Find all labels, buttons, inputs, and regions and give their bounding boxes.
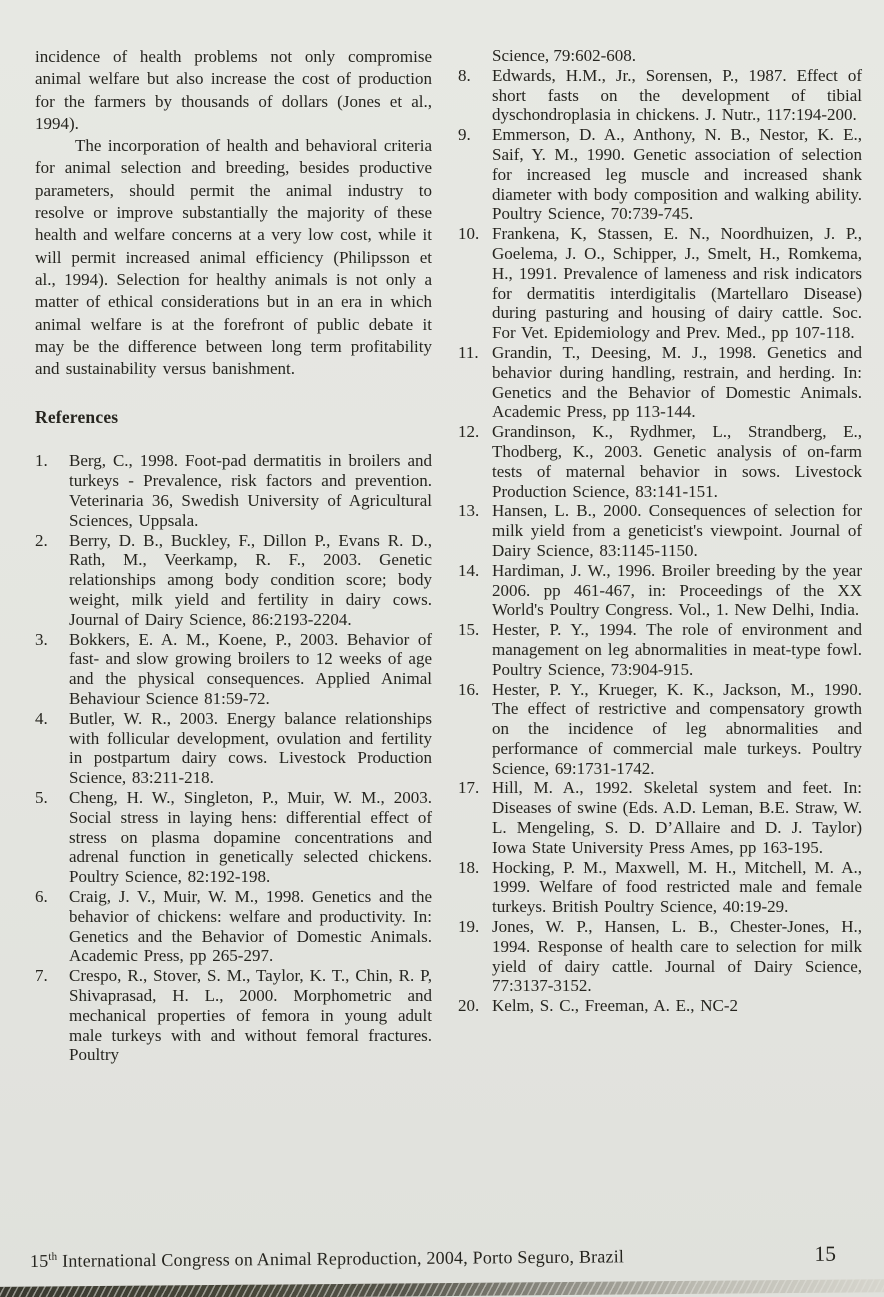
footer-citation <box>30 1246 624 1272</box>
reference-text: Berry, D. B., Buckley, F., Dillon P., Evans R. D., Rath, M., Veerkamp, R. F., 2003. Genetic relationships among body condition score; body weight, milk yield and fertility in dairy cows. Journal of Dairy Science, 86:2193-2204. <box>69 530 432 629</box>
reference-item <box>458 66 862 125</box>
reference-number: 17. <box>458 778 480 798</box>
reference-number: 4. <box>35 708 48 728</box>
reference-item <box>458 996 862 1016</box>
reference-item <box>458 620 862 679</box>
reference-text: Hocking, P. M., Maxwell, M. H., Mitchell, M. A., 1999. Welfare of food restricted male and female turkeys. British Poultry Science, 40:19-29. <box>492 857 862 917</box>
reference-item <box>35 709 432 788</box>
reference-number: 12. <box>458 422 480 442</box>
reference-number: 9. <box>458 125 471 145</box>
reference-item <box>35 531 432 630</box>
reference-number: 8. <box>458 65 471 85</box>
reference-text: Kelm, S. C., Freeman, A. E., NC-2 <box>492 996 739 1016</box>
reference-text: Bokkers, E. A. M., Koene, P., 2003. Behavior of fast- and slow growing broilers to 12 weeks of age and the physical consequences. Applied Animal Behaviour Science 81:59-72. <box>69 629 432 709</box>
reference-item <box>35 630 432 709</box>
reference-number: 13. <box>458 501 480 521</box>
reference-number: 14. <box>458 560 480 580</box>
reference-number: 7. <box>35 966 48 986</box>
reference-number: 1. <box>35 451 48 471</box>
reference-text: Grandin, T., Deesing, M. J., 1998. Genetics and behavior during handling, restrain, and herding. In: Genetics and the Behavior of Domestic Animals. Academic Press, pp 113-144. <box>492 342 862 422</box>
reference-item <box>35 966 432 1065</box>
reference-text: Berg, C., 1998. Foot-pad dermatitis in broilers and turkeys - Prevalence, risk factors and prevention. Veterinaria 36, Swedish University of Agricultural Sciences, Uppsala. <box>69 451 432 530</box>
reference-number: 5. <box>35 788 48 807</box>
congress-text: International Congress on Animal Reproduction, 2004, Porto Seguro, Brazil <box>57 1246 625 1271</box>
reference-text: Butler, W. R., 2003. Energy balance relationships with follicular development, ovulation and fertility in postpartum dairy cows. Livestock Production Science, 83:211-218. <box>69 708 432 788</box>
reference-item <box>458 422 862 501</box>
reference-item <box>458 680 862 779</box>
page-footer <box>30 1242 836 1273</box>
reference-number: 16. <box>458 679 480 699</box>
body-paragraph: incidence of health problems not only compromise animal welfare but also increase the cost of production for the farmers by thousands of dollars (Jones et al., 1994). <box>35 47 432 133</box>
reference-number: 2. <box>35 530 48 550</box>
reference-number: 15. <box>458 620 480 640</box>
reference-number: 20. <box>458 996 480 1016</box>
reference-number: 11. <box>458 342 479 362</box>
reference-text: Crespo, R., Stover, S. M., Taylor, K. T., Chin, R. P, Shivaprasad, H. L., 2000. Morphometric and mechanical properties of femora in young adult male turkeys with and without femoral fractures. Poultry <box>69 966 432 1065</box>
reference-number: 18. <box>458 857 480 877</box>
reference-item <box>35 788 432 887</box>
reference-item <box>458 125 862 224</box>
reference-text: Hester, P. Y., 1994. The role of environment and management on leg abnormalities in meat-type fowl. Poultry Science, 73:904-915. <box>492 620 862 679</box>
reference-text: Hester, P. Y., Krueger, K. K., Jackson, M., 1990. The effect of restrictive and compensatory growth on the incidence of leg abnormalities and performance of commercial male turkeys. Poultry Science, 69:1731-1742. <box>492 679 862 778</box>
reference-text: Hill, M. A., 1992. Skeletal system and feet. In: Diseases of swine (Eds. A.D. Leman, B.E. Straw, W. L. Mengeling, S. D. D’Allaire and D. J. Taylor) Iowa State University Press Ames, pp 163-195. <box>492 778 862 857</box>
reference-item <box>458 561 862 620</box>
reference-text: Cheng, H. W., Singleton, P., Muir, W. M., 2003. Social stress in laying hens: differential effect of stress on plasma dopamine concentrations and adrenal function in genetically selected chickens. Poultry Science, 82:192-198. <box>69 788 432 887</box>
reference-number: 10. <box>458 224 480 244</box>
reference-continuation: Science, 79:602-608. <box>492 46 636 65</box>
scan-edge-strip <box>0 1279 884 1297</box>
reference-item <box>35 451 432 530</box>
reference-text: Hardiman, J. W., 1996. Broiler breeding by the year 2006. pp 461-467, in: Proceedings of the XX World's Poultry Congress. Vol., 1. New Delhi, India. <box>492 560 862 620</box>
reference-number: 19. <box>458 917 480 937</box>
reference-number: 3. <box>35 629 48 649</box>
reference-text: Emmerson, D. A., Anthony, N. B., Nestor, K. E., Saif, Y. M., 1990. Genetic association of selection for increased leg muscle and increased shank diameter with body composition and walking ability. Poultry Science, 70:739-745. <box>492 125 862 224</box>
reference-number: 6. <box>35 886 48 906</box>
right-column <box>458 46 862 1065</box>
reference-text: Hansen, L. B., 2000. Consequences of selection for milk yield from a geneticist's viewpoint. Journal of Dairy Science, 83:1145-1150. <box>492 501 862 560</box>
reference-text: Craig, J. V., Muir, W. M., 1998. Genetics and the behavior of chickens: welfare and productivity. In: Genetics and the Behavior of Domestic Animals. Academic Press, pp 265-297. <box>69 886 432 966</box>
reference-text: Grandinson, K., Rydhmer, L., Strandberg, E., Thodberg, K., 2003. Genetic analysis of on-farm tests of maternal behavior in sows. Livestock Production Science, 83:141-151. <box>492 422 862 501</box>
reference-text: Edwards, H.M., Jr., Sorensen, P., 1987. Effect of short fasts on the development of tibial dyschondroplasia in chickens. J. Nutr., 117:194-200. <box>492 65 862 125</box>
reference-item <box>35 887 432 966</box>
page-number: 15 <box>814 1241 837 1266</box>
references-heading: References <box>35 407 119 428</box>
two-column-text-area <box>35 46 862 1065</box>
reference-item <box>458 343 862 422</box>
reference-text: Frankena, K, Stassen, E. N., Noordhuizen, J. P., Goelema, J. O., Schipper, J., Smelt, H., Romkema, H., 1991. Prevalence of lameness and risk indicators for dermatitis interdigitalis (Martellaro Disease) during pasturing and housing of dairy cattle. Soc. For Vet. Epidemiology and Prev. Med., pp 107-118. <box>492 224 862 343</box>
reference-item <box>458 778 862 857</box>
congress-number: 15 <box>29 1250 49 1271</box>
left-column <box>35 46 432 1065</box>
reference-item <box>458 858 862 917</box>
reference-item <box>458 224 862 343</box>
body-paragraph: The incorporation of health and behavioral criteria for animal selection and breeding, besides productive parameters, should permit the animal industry to resolve or improve substantially the majority of these health and welfare concerns at a very low cost, while it will permit increased animal efficiency (Philipsson et al., 1994). Selection for healthy animals is not only a matter of ethical considerations but in an era in which animal welfare is at the forefront of public debate it may be the difference between long term profitability and sustainability versus banishment. <box>35 136 432 379</box>
reference-item <box>458 917 862 996</box>
reference-text: Jones, W. P., Hansen, L. B., Chester-Jones, H., 1994. Response of health care to selection for milk yield of dairy cattle. Journal of Dairy Science, 77:3137-3152. <box>492 917 862 996</box>
congress-ordinal: th <box>48 1250 58 1263</box>
reference-item <box>458 501 862 560</box>
